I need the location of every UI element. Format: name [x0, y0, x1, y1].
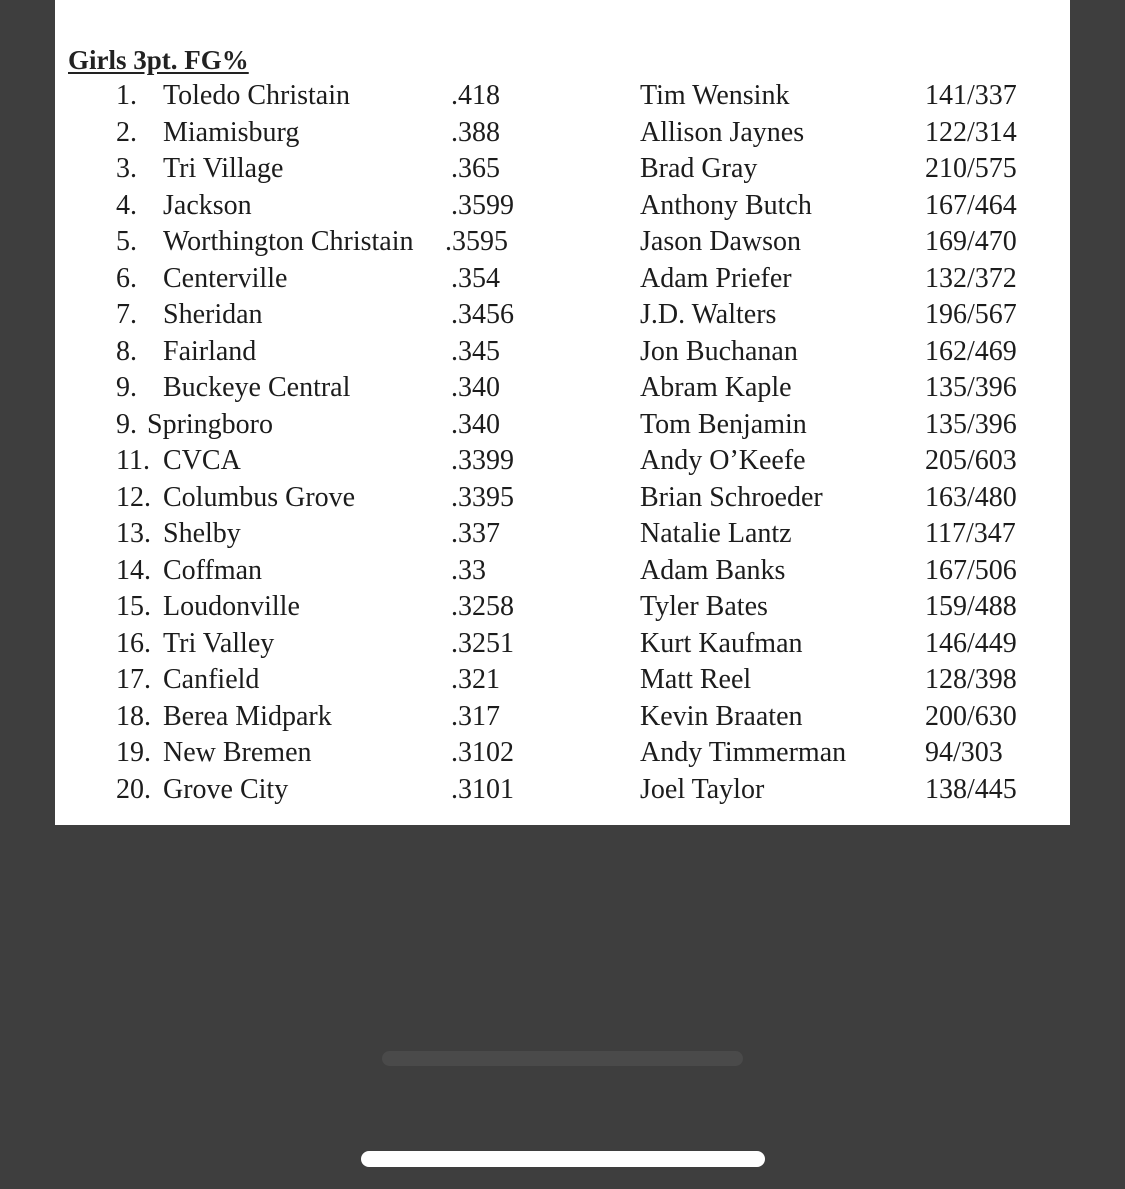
team-name: Jackson: [163, 189, 252, 221]
team-name: Tri Valley: [163, 627, 275, 659]
made-attempted: 196/567: [925, 299, 1017, 330]
table-row: [55, 261, 1070, 298]
table-row: [55, 297, 1070, 334]
team-name: New Bremen: [163, 737, 312, 768]
table-row: [55, 151, 1070, 188]
team-name: Worthington Christain: [163, 226, 414, 257]
made-attempted: 210/575: [925, 153, 1017, 184]
team-name: Columbus Grove: [163, 481, 356, 513]
rank: 5.: [116, 226, 137, 257]
percentage: .3599: [451, 189, 514, 221]
made-attempted: 205/603: [925, 445, 1017, 476]
table-row: [55, 626, 1070, 663]
stats-table: [55, 78, 1070, 808]
player-name: Tim Wensink: [640, 80, 790, 111]
team-name: Springboro: [147, 408, 273, 440]
player-name: Natalie Lantz: [640, 518, 792, 549]
percentage: .418: [451, 80, 500, 111]
player-name: Anthony Butch: [640, 189, 812, 221]
percentage: .345: [451, 335, 500, 367]
table-row: [55, 662, 1070, 699]
percentage: .317: [451, 700, 500, 732]
percentage: .340: [451, 408, 500, 440]
table-row: [55, 188, 1070, 225]
rank: 6.: [116, 262, 137, 294]
percentage: .3595: [445, 226, 508, 257]
made-attempted: 169/470: [925, 226, 1017, 257]
made-attempted: 94/303: [925, 737, 1003, 768]
table-row: [55, 772, 1070, 809]
player-name: Joel Taylor: [640, 773, 765, 805]
made-attempted: 135/396: [925, 408, 1017, 440]
team-name: Canfield: [163, 664, 260, 695]
made-attempted: 117/347: [925, 518, 1016, 549]
rank: 9.: [116, 408, 137, 440]
percentage: .340: [451, 372, 500, 403]
rank: 19.: [116, 737, 151, 768]
document-title: Girls 3pt. FG%: [68, 45, 249, 75]
document-page: [55, 0, 1070, 825]
table-row: [55, 78, 1070, 115]
table-row: [55, 516, 1070, 553]
percentage: .3395: [451, 481, 514, 513]
made-attempted: 128/398: [925, 664, 1017, 695]
page-scroll-indicator[interactable]: [382, 1051, 743, 1066]
rank: 4.: [116, 189, 137, 221]
percentage: .3258: [451, 591, 514, 622]
percentage: .3399: [451, 445, 514, 476]
rank: 8.: [116, 335, 137, 367]
team-name: Fairland: [163, 335, 257, 367]
home-indicator[interactable]: [361, 1151, 765, 1167]
made-attempted: 132/372: [925, 262, 1017, 294]
team-name: Buckeye Central: [163, 372, 351, 403]
rank: 7.: [116, 299, 137, 330]
team-name: Grove City: [163, 773, 289, 805]
rank: 16.: [116, 627, 151, 659]
made-attempted: 141/337: [925, 80, 1017, 111]
made-attempted: 122/314: [925, 116, 1017, 148]
player-name: Kurt Kaufman: [640, 627, 803, 659]
player-name: Jason Dawson: [640, 226, 801, 257]
table-row: [55, 735, 1070, 772]
player-name: Matt Reel: [640, 664, 752, 695]
made-attempted: 163/480: [925, 481, 1017, 513]
rank: 12.: [116, 481, 151, 513]
player-name: Tyler Bates: [640, 591, 768, 622]
made-attempted: 138/445: [925, 773, 1017, 805]
team-name: CVCA: [163, 445, 241, 476]
rank: 17.: [116, 664, 151, 695]
table-row: [55, 589, 1070, 626]
rank: 11.: [116, 445, 150, 476]
table-row: [55, 443, 1070, 480]
player-name: Allison Jaynes: [640, 116, 805, 148]
player-name: Adam Banks: [640, 554, 786, 586]
percentage: .321: [451, 664, 500, 695]
percentage: .388: [451, 116, 500, 148]
percentage: .3101: [451, 773, 514, 805]
table-row: [55, 370, 1070, 407]
rank: 18.: [116, 700, 151, 732]
table-row: [55, 480, 1070, 517]
player-name: Adam Priefer: [640, 262, 792, 294]
player-name: Brad Gray: [640, 153, 758, 184]
made-attempted: 159/488: [925, 591, 1017, 622]
made-attempted: 167/464: [925, 189, 1017, 221]
percentage: .354: [451, 262, 500, 294]
team-name: Sheridan: [163, 299, 263, 330]
table-row: [55, 224, 1070, 261]
rank: 2.: [116, 116, 137, 148]
player-name: Andy Timmerman: [640, 737, 847, 768]
player-name: Jon Buchanan: [640, 335, 798, 367]
team-name: Tri Village: [163, 153, 284, 184]
team-name: Toledo Christain: [163, 80, 351, 111]
team-name: Berea Midpark: [163, 700, 332, 732]
team-name: Miamisburg: [163, 116, 300, 148]
percentage: .33: [451, 554, 486, 586]
player-name: J.D. Walters: [640, 299, 777, 330]
percentage: .3456: [451, 299, 514, 330]
rank: 1.: [116, 80, 137, 111]
table-row: [55, 407, 1070, 444]
made-attempted: 146/449: [925, 627, 1017, 659]
player-name: Abram Kaple: [640, 372, 792, 403]
player-name: Brian Schroeder: [640, 481, 823, 513]
table-row: [55, 115, 1070, 152]
made-attempted: 200/630: [925, 700, 1017, 732]
percentage: .337: [451, 518, 500, 549]
team-name: Shelby: [163, 518, 241, 549]
made-attempted: 167/506: [925, 554, 1017, 586]
rank: 14.: [116, 554, 151, 586]
rank: 9.: [116, 372, 137, 403]
made-attempted: 162/469: [925, 335, 1017, 367]
percentage: .365: [451, 153, 500, 184]
rank: 15.: [116, 591, 151, 622]
table-row: [55, 699, 1070, 736]
rank: 3.: [116, 153, 137, 184]
player-name: Andy O’Keefe: [640, 445, 806, 476]
team-name: Centerville: [163, 262, 288, 294]
player-name: Kevin Braaten: [640, 700, 803, 732]
table-row: [55, 334, 1070, 371]
rank: 13.: [116, 518, 151, 549]
rank: 20.: [116, 773, 151, 805]
made-attempted: 135/396: [925, 372, 1017, 403]
percentage: .3251: [451, 627, 514, 659]
team-name: Coffman: [163, 554, 263, 586]
team-name: Loudonville: [163, 591, 300, 622]
percentage: .3102: [451, 737, 514, 768]
player-name: Tom Benjamin: [640, 408, 807, 440]
table-row: [55, 553, 1070, 590]
